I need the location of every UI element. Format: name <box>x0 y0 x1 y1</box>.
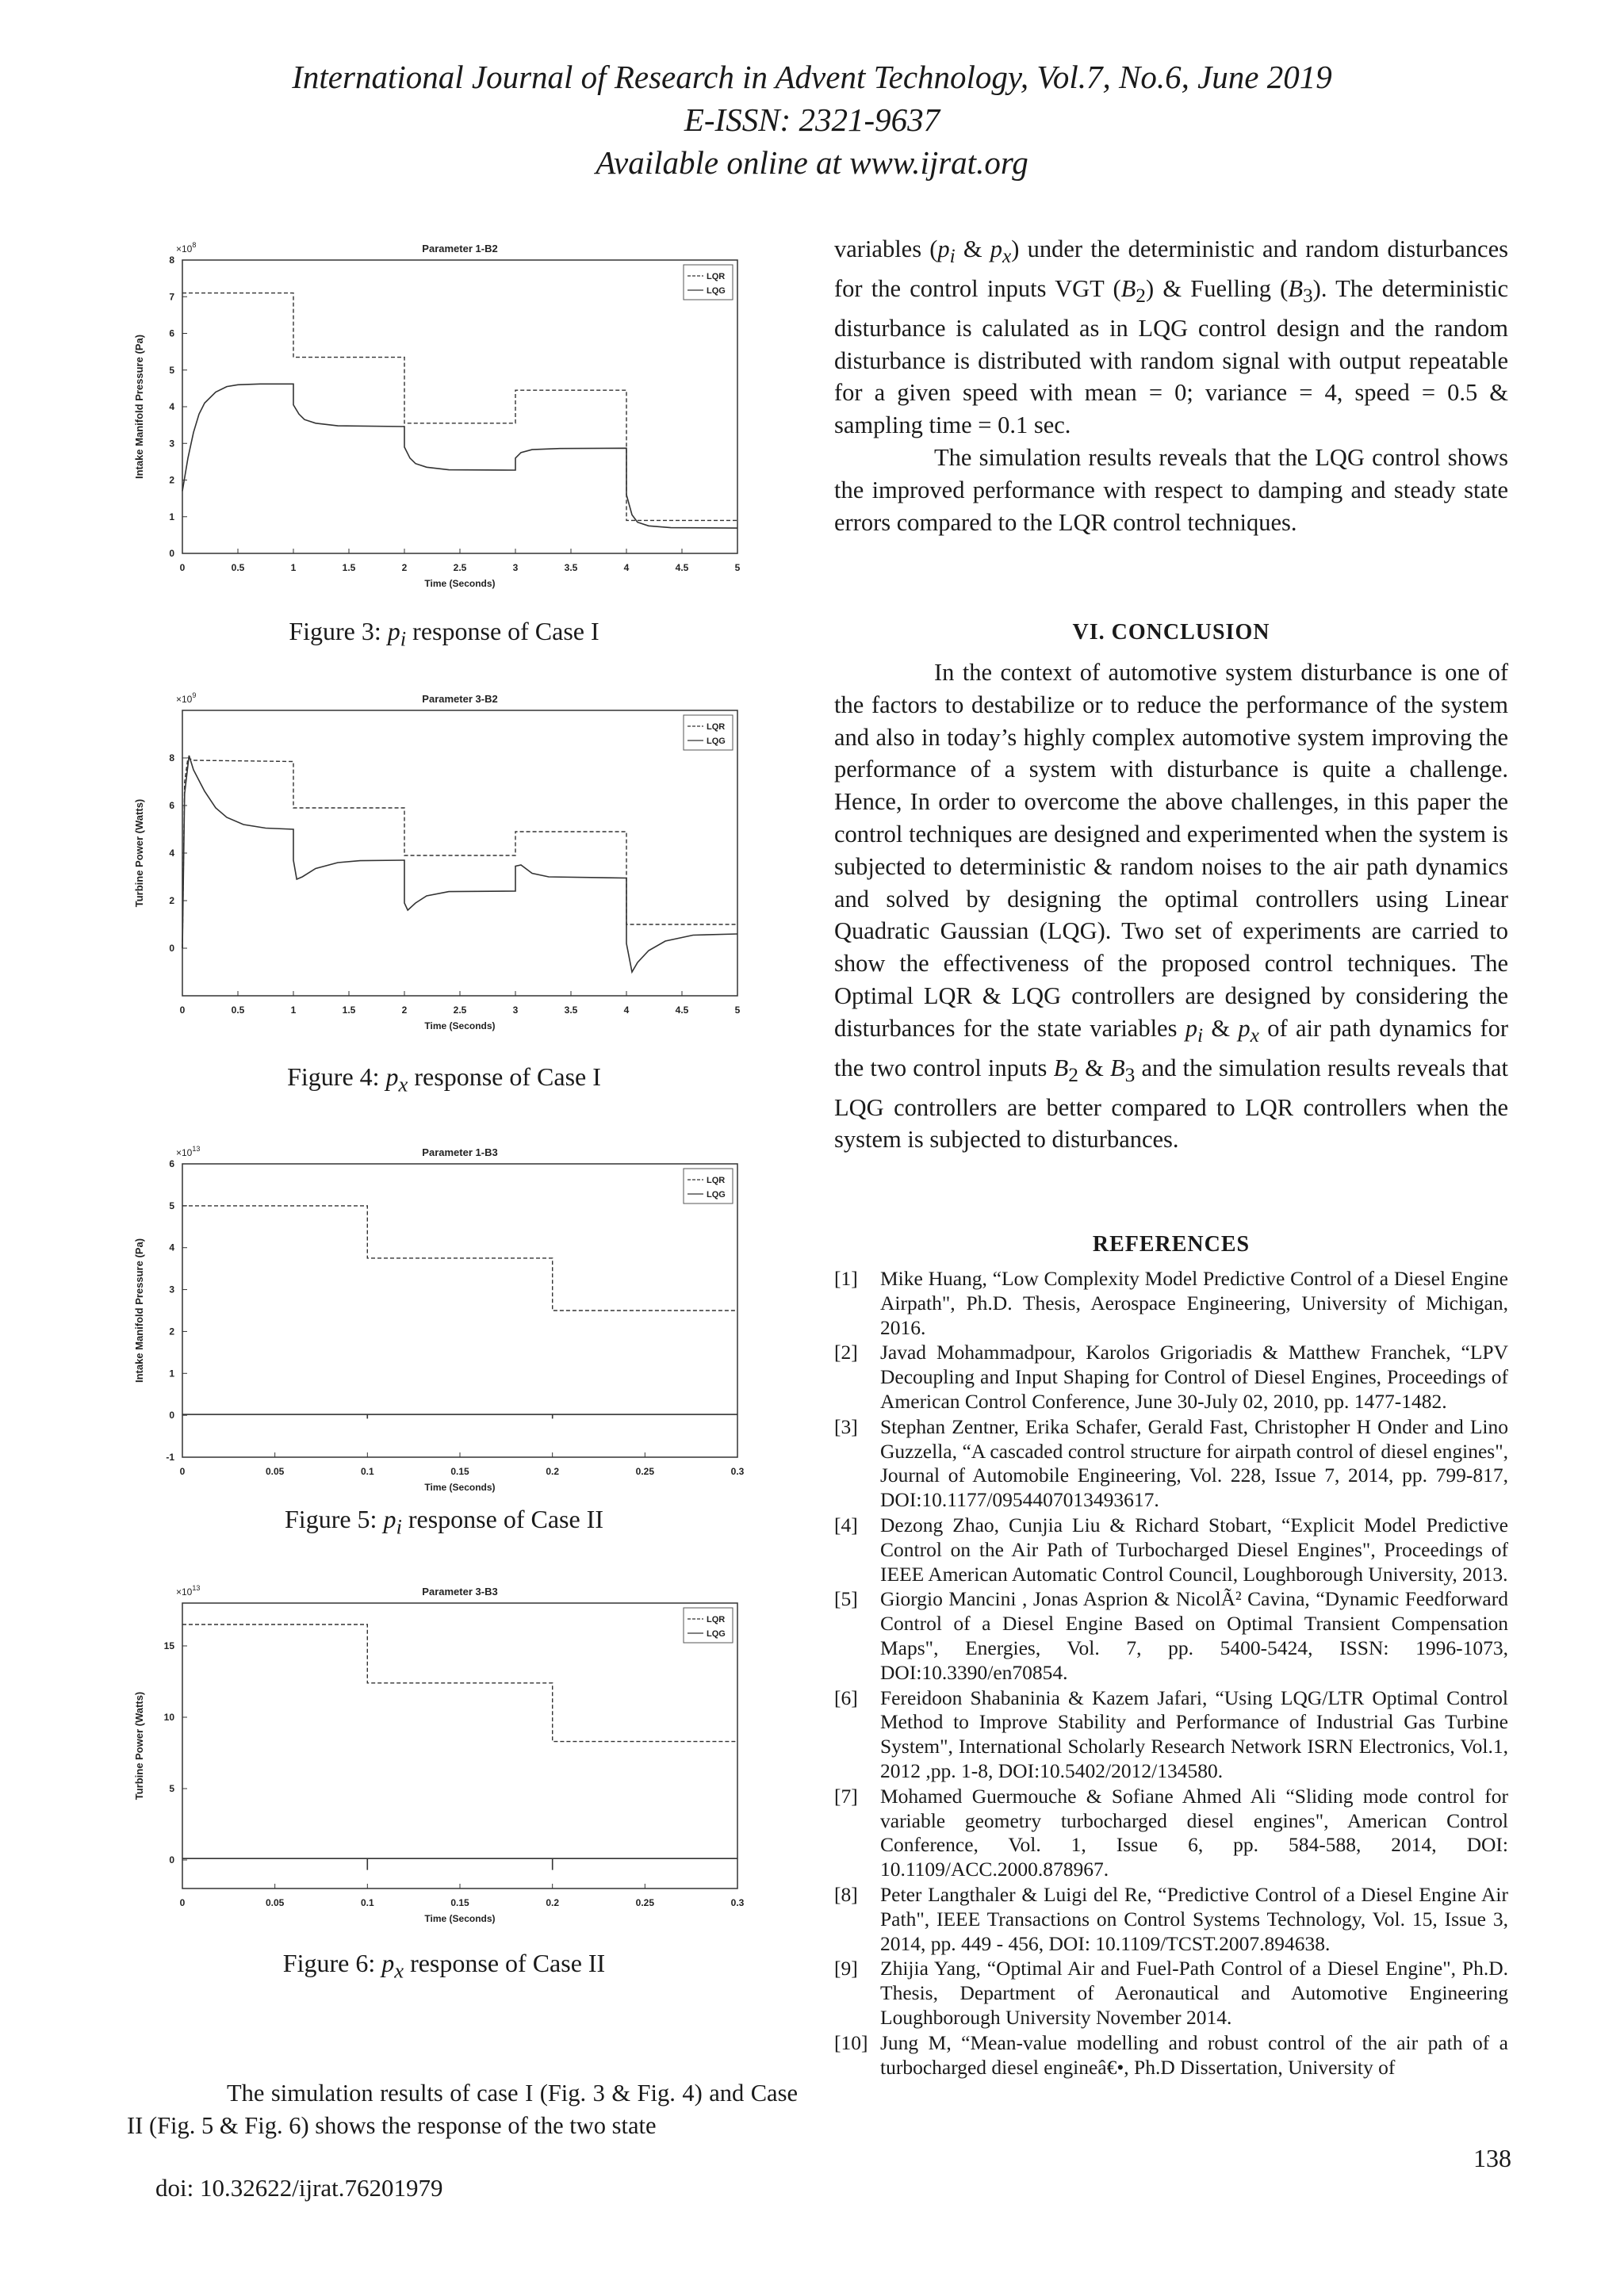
x-tick-label: 0.05 <box>265 1466 285 1477</box>
figure-5-svg <box>119 1134 769 1514</box>
x-tick-label: 0.3 <box>730 1466 745 1477</box>
x-tick-label: 0.3 <box>730 1897 745 1908</box>
y-tick-label: 2 <box>169 1326 174 1337</box>
y-tick-label: 0 <box>169 1854 174 1866</box>
x-tick-label: 0.5 <box>231 562 245 573</box>
x-tick-label: 0.25 <box>635 1897 655 1908</box>
results-summary-paragraph: The simulation results reveals that the LQG control shows the improved performance with respect to damping and steady state errors compared to the LQR control techniques. <box>834 443 1508 536</box>
y-tick-label: 1 <box>169 1368 174 1380</box>
x-tick-label: 3.5 <box>564 1004 578 1016</box>
y-tick-label: 6 <box>169 800 174 811</box>
x-tick-label: 2.5 <box>453 1004 467 1016</box>
y-tick-label: 4 <box>169 848 174 859</box>
x-tick-label: 2 <box>401 1004 408 1016</box>
x-tick-label: 1 <box>290 1004 297 1016</box>
results-paragraph: variables ($p_i$ & $p_x$) under the deterministic and random disturbances for the control inputs VGT $(B_2)$ & Fuelling $(B_3)$. The deterministic disturbance is calulated as in LQG control design and the random disturbance is distributed with random signal with output repeatable for a given speed with mean = 0; variance = 4, speed = 0.5 & sampling time = 0.1 sec. <box>834 235 1508 439</box>
legend-label: LQR <box>707 722 726 732</box>
y-axis-label: Turbine Power (Watts) <box>133 798 145 908</box>
x-tick-label: 5 <box>734 562 741 573</box>
legend-label: LQR <box>707 1615 726 1624</box>
y-tick-label: 0 <box>169 548 174 559</box>
figure-5-caption: Figure 5: $p_i$ response of Case II <box>285 1505 603 1539</box>
conclusion-heading: VI. CONCLUSION <box>1072 620 1270 645</box>
y-tick-label: 2 <box>169 895 174 906</box>
figure-6-chart <box>119 1573 769 1946</box>
y-tick-label: -1 <box>166 1452 174 1463</box>
x-tick-label: 3 <box>512 562 519 573</box>
y-tick-label: 5 <box>169 364 174 376</box>
x-tick-label: 0.1 <box>360 1897 374 1908</box>
reference-item: [5] Giorgio Mancini , Jonas Asprion & NicolÃ² Cavina, “Dynamic Feedforward Control of a Diesel Engine Based on Optimal Transient Compensation Maps", Energies, Vol. 7, pp. 5400-5424, ISSN: 1996-1073, DOI:10.3390/en70854. <box>834 1587 1508 1684</box>
figure-6-svg <box>119 1573 769 1946</box>
figure-4-chart <box>119 680 769 1053</box>
x-tick-label: 4.5 <box>675 1004 689 1016</box>
x-tick-label: 0.2 <box>546 1466 560 1477</box>
x-tick-label: 0.15 <box>450 1897 469 1908</box>
y-tick-label: 4 <box>169 401 174 412</box>
reference-item: [9] Zhijia Yang, “Optimal Air and Fuel-Path Control of a Diesel Engine", Ph.D. Thesis, Department of Aeronautical and Automotive Engineering Loughborough University November 2014. <box>834 1957 1508 2029</box>
axis-exponent-power: 8 <box>192 241 197 249</box>
plot-frame <box>182 1164 737 1457</box>
x-axis-label: Time (Seconds) <box>424 1482 496 1493</box>
figure-3-chart <box>119 230 769 610</box>
legend-label: LQG <box>707 1190 726 1200</box>
x-axis-label: Time (Seconds) <box>424 1020 496 1031</box>
x-tick-label: 0.5 <box>231 1004 245 1016</box>
x-tick-label: 0 <box>179 562 186 573</box>
legend-label: LQR <box>707 1176 726 1185</box>
y-axis-label: Turbine Power (Watts) <box>133 1691 145 1800</box>
plot-frame <box>182 1603 737 1888</box>
x-tick-label: 1.5 <box>342 1004 356 1016</box>
journal-title: International Journal of Research in Advent Technology, Vol.7, No.6, June 2019 <box>292 59 1332 95</box>
y-tick-label: 0 <box>169 943 174 954</box>
y-tick-label: 6 <box>169 327 174 339</box>
plot-frame <box>182 260 737 553</box>
reference-item: [10] Jung M, “Mean-value modelling and robust control of the air path of a turbocharged diesel engineâ€•, Ph.D Dissertation, University of <box>834 2030 1508 2079</box>
axis-exponent-power: 13 <box>192 1584 201 1592</box>
legend-label: LQG <box>707 1629 726 1639</box>
right-column-intro <box>834 233 1508 538</box>
y-tick-label: 3 <box>169 1284 174 1295</box>
reference-item: [3] Stephan Zentner, Erika Schafer, Gerald Fast, Christopher H Onder and Lino Guzzella, “A cascaded control structure for airpath control of diesel engines", Journal of Automobile Engineering, Vol. 228, Issue 7, 2014, pp. 799-817, DOI:10.1177/0954407013493617. <box>834 1414 1508 1512</box>
x-tick-label: 0 <box>179 1004 186 1016</box>
references-list <box>834 1267 1508 2080</box>
x-tick-label: 0.2 <box>546 1897 560 1908</box>
x-tick-label: 3 <box>512 1004 519 1016</box>
x-tick-label: 4 <box>623 562 630 573</box>
journal-issn: E-ISSN: 2321-9637 <box>684 101 940 138</box>
figure-4-caption: Figure 4: $p_x$ response of Case I <box>287 1062 601 1096</box>
axis-exponent: $\times 10^{13}$ <box>176 1145 201 1158</box>
journal-website: Available online at www.ijrat.org <box>596 144 1028 181</box>
x-tick-label: 1.5 <box>342 562 356 573</box>
page-number: 138 <box>1473 2144 1511 2172</box>
x-tick-label: 5 <box>734 1004 741 1016</box>
legend-label: LQR <box>707 272 726 281</box>
chart-title: Parameter 1-B3 <box>422 1146 498 1158</box>
x-tick-label: 0 <box>179 1466 186 1477</box>
reference-item: [7] Mohamed Guermouche & Sofiane Ahmed Ali “Sliding mode control for variable geometry turbocharged diesel engines", American Control Conference, Vol. 1, Issue 6, pp. 584-588, 2014, DOI: 10.1109/ACC.2000.878967. <box>834 1784 1508 1881</box>
legend-label: LQG <box>707 286 726 296</box>
y-tick-label: 10 <box>163 1712 174 1723</box>
doi-footer: doi: 10.32622/ijrat.76201979 <box>155 2174 443 2202</box>
y-axis-label: Intake Manifold Pressure (Pa) <box>133 334 145 480</box>
x-tick-label: 0.25 <box>635 1466 655 1477</box>
x-tick-label: 0.1 <box>360 1466 374 1477</box>
reference-item: [4] Dezong Zhao, Cunjia Liu & Richard Stobart, “Explicit Model Predictive Control on the Air Path of Turbocharged Diesel Engines", Proceedings of IEEE American Automatic Control Council, Loughborough University, 2013. <box>834 1513 1508 1586</box>
y-tick-label: 4 <box>169 1242 174 1253</box>
y-tick-label: 8 <box>169 254 174 266</box>
x-tick-label: 2.5 <box>453 562 467 573</box>
x-tick-label: 3.5 <box>564 562 578 573</box>
plot-frame <box>182 710 737 996</box>
x-tick-label: 2 <box>401 562 408 573</box>
figure-4-svg <box>119 680 769 1053</box>
figure-6-caption: Figure 6: $p_x$ response of Case II <box>282 1949 606 1983</box>
axis-exponent: $\times 10^8$ <box>176 241 197 254</box>
references-heading: REFERENCES <box>1092 1232 1251 1257</box>
chart-title: Parameter 1-B2 <box>422 243 498 254</box>
journal-header <box>0 55 1624 184</box>
y-tick-label: 0 <box>169 1410 174 1422</box>
y-tick-label: 1 <box>169 511 174 522</box>
figure-3-caption: Figure 3: $p_i$ response of Case I <box>289 617 599 651</box>
reference-item: [2] Javad Mohammadpour, Karolos Grigoriadis & Matthew Franchek, “LPV Decoupling and Input Shaping for Control of Diesel Engines, Proceedings of American Control Conference, June 30-July 02, 2010, pp. 1477-1482. <box>834 1341 1508 1413</box>
reference-item: [6] Fereidoon Shabaninia & Kazem Jafari, “Using LQG/LTR Optimal Control Method to Improve Stability and Performance of Industrial Gas Turbine System", International Scholarly Research Network ISRN Electronics, Vol.1, 2012 ,pp. 1-8, DOI:10.5402/2012/134580. <box>834 1686 1508 1782</box>
y-tick-label: 8 <box>169 752 174 763</box>
figure-3-svg <box>119 230 769 610</box>
x-axis-label: Time (Seconds) <box>424 1913 496 1924</box>
conclusion-body: In the context of automotive system disturbance is one of the factors to destabilize or to reduce the performance of the system and also in today’s highly complex automotive system improving the performance of a system with disturbance is quite a challenge. Hence, In order to overcome the above challenges, in this paper the control techniques are designed and experimented when the system is subjected to deterministic & random noises to the air path dynamics and solved by designing the optimal controllers using Linear Quadratic Gaussian (LQG). Two set of experiments are carried to show the effectiveness of the proposed control techniques. The Optimal LQR & LQG controllers are designed by considering the disturbances for the state variables $p_i$ & $p_x$ of air path dynamics for the two control inputs $B_2$ & $B_3$ and the simulation results reveals that LQG controllers are better compared to LQR controllers when the system is subjected to disturbances. <box>834 659 1508 1154</box>
axis-exponent-power: 9 <box>192 691 197 699</box>
chart-title: Parameter 3-B2 <box>422 693 498 705</box>
y-tick-label: 15 <box>163 1640 174 1651</box>
legend-label: LQG <box>707 737 726 746</box>
y-tick-label: 7 <box>169 291 174 303</box>
axis-exponent: $\times 10^9$ <box>176 691 197 705</box>
left-bottom-paragraph: The simulation results of case I (Fig. 3 & Fig. 4) and Case II (Fig. 5 & Fig. 6) shows the response of the two state <box>127 2080 798 2139</box>
axis-exponent-power: 13 <box>192 1145 201 1153</box>
x-tick-label: 0.05 <box>265 1897 285 1908</box>
chart-title: Parameter 3-B3 <box>422 1586 498 1598</box>
x-tick-label: 0 <box>179 1897 186 1908</box>
y-tick-label: 3 <box>169 438 174 450</box>
x-tick-label: 0.15 <box>450 1466 469 1477</box>
y-axis-label: Intake Manifold Pressure (Pa) <box>133 1238 145 1383</box>
y-tick-label: 6 <box>169 1158 174 1169</box>
axis-exponent: $\times 10^{13}$ <box>176 1584 201 1598</box>
y-tick-label: 5 <box>169 1783 174 1794</box>
x-axis-label: Time (Seconds) <box>424 578 496 589</box>
x-tick-label: 4 <box>623 1004 630 1016</box>
figure-5-chart <box>119 1134 769 1514</box>
y-tick-label: 2 <box>169 474 174 486</box>
x-tick-label: 1 <box>290 562 297 573</box>
y-tick-label: 5 <box>169 1200 174 1211</box>
reference-item: [1] Mike Huang, “Low Complexity Model Predictive Control of a Diesel Engine Airpath", Ph.D. Thesis, Aerospace Engineering, University of Michigan, 2016. <box>834 1267 1508 1339</box>
reference-item: [8] Peter Langthaler & Luigi del Re, “Predictive Control of a Diesel Engine Air Path", IEEE Transactions on Control Systems Technology, Vol. 15, Issue 3, 2014, pp. 449 - 456, DOI: 10.1109/TCST.2007.894638. <box>834 1882 1508 1955</box>
x-tick-label: 4.5 <box>675 562 689 573</box>
